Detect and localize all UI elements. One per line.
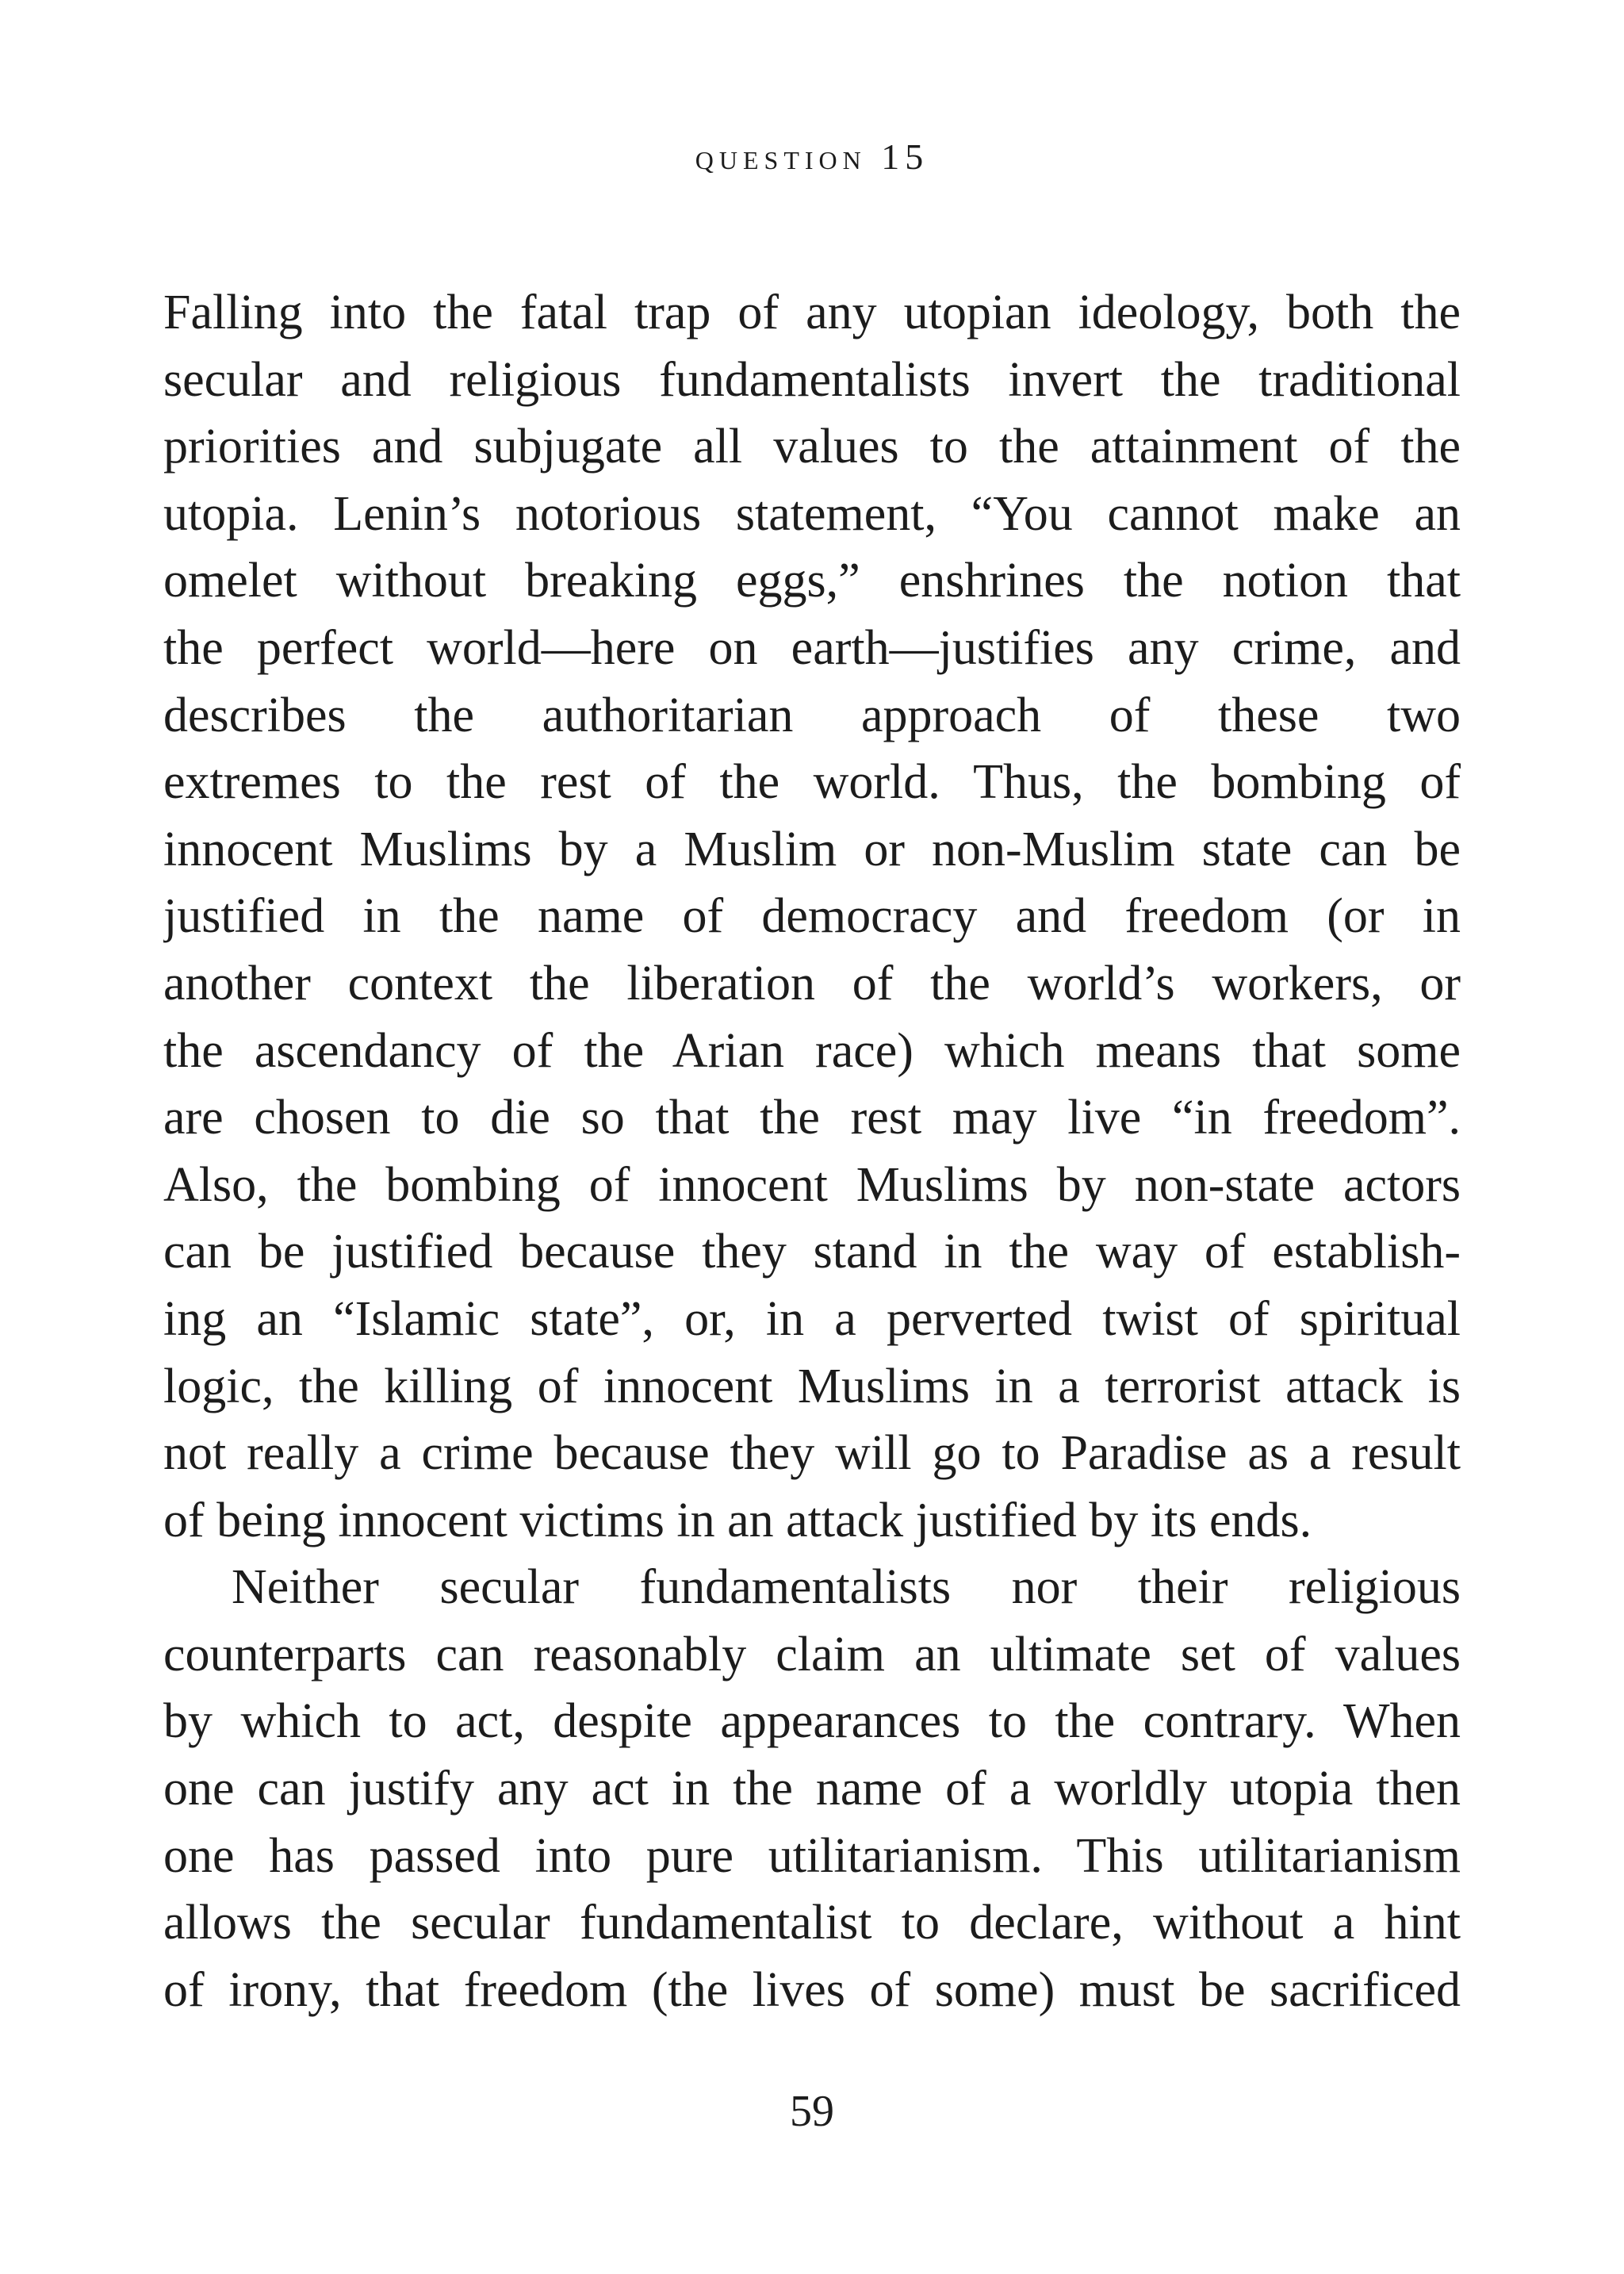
text-line: Neither secular fundamentalists nor their religious — [232, 1560, 1461, 1615]
page-number: 59 — [790, 2087, 834, 2136]
text-line: innocent Muslims by a Muslim or non-Muslim state can be — [163, 822, 1461, 876]
text-line: counterparts can reasonably claim an ultimate set of values — [163, 1627, 1461, 1682]
text-line: Also, the bombing of innocent Muslims by non-state actors — [163, 1157, 1461, 1212]
text-line: describes the authoritarian approach of these two — [163, 688, 1461, 742]
text-line: allows the secular fundamentalist to declare, without a hint — [163, 1896, 1461, 1950]
text-line: logic, the killing of innocent Muslims in a terrorist attack is — [163, 1359, 1461, 1413]
text-line: secular and religious fundamentalists invert the traditional — [163, 352, 1461, 407]
text-line: priorities and subjugate all values to the attainment of the — [163, 420, 1461, 474]
text-line: Falling into the fatal trap of any utopian ideology, both the — [163, 286, 1461, 339]
text-line: omelet without breaking eggs,” enshrines the notion that — [163, 554, 1461, 608]
text-line: by which to act, despite appearances to the contrary. When — [163, 1694, 1461, 1749]
text-line: the ascendancy of the Arian race) which means that some — [163, 1023, 1461, 1078]
paragraph-1 — [163, 279, 1461, 1554]
text-line: extremes to the rest of the world. Thus, the bombing of — [163, 755, 1461, 810]
running-head: question 15 — [695, 136, 929, 177]
text-line: of being innocent victims in an attack justified by its ends. — [163, 1493, 1312, 1547]
text-line: can be justified because they stand in the way of establish- — [163, 1225, 1461, 1279]
text-line: another context the liberation of the world’s workers, or — [163, 956, 1461, 1010]
body-text — [163, 279, 1461, 2023]
paragraph-2 — [163, 1554, 1461, 2023]
text-line: one has passed into pure utilitarianism. This utilitarianism — [163, 1828, 1461, 1883]
text-line: ing an “Islamic state”, or, in a perverted twist of spiritual — [163, 1291, 1461, 1346]
text-line: the perfect world—here on earth—justifies any crime, and — [163, 620, 1461, 675]
text-line: one can justify any act in the name of a worldly utopia then — [163, 1762, 1461, 1816]
text-line: utopia. Lenin’s notorious statement, “You cannot make an — [163, 486, 1461, 541]
text-line: of irony, that freedom (the lives of some) must be sacrificed — [163, 1962, 1461, 2017]
text-line: are chosen to die so that the rest may live “in freedom”. — [163, 1091, 1461, 1145]
text-line: not really a crime because they will go to Paradise as a result — [163, 1426, 1461, 1481]
text-line: justified in the name of democracy and freedom (or in — [163, 889, 1461, 944]
